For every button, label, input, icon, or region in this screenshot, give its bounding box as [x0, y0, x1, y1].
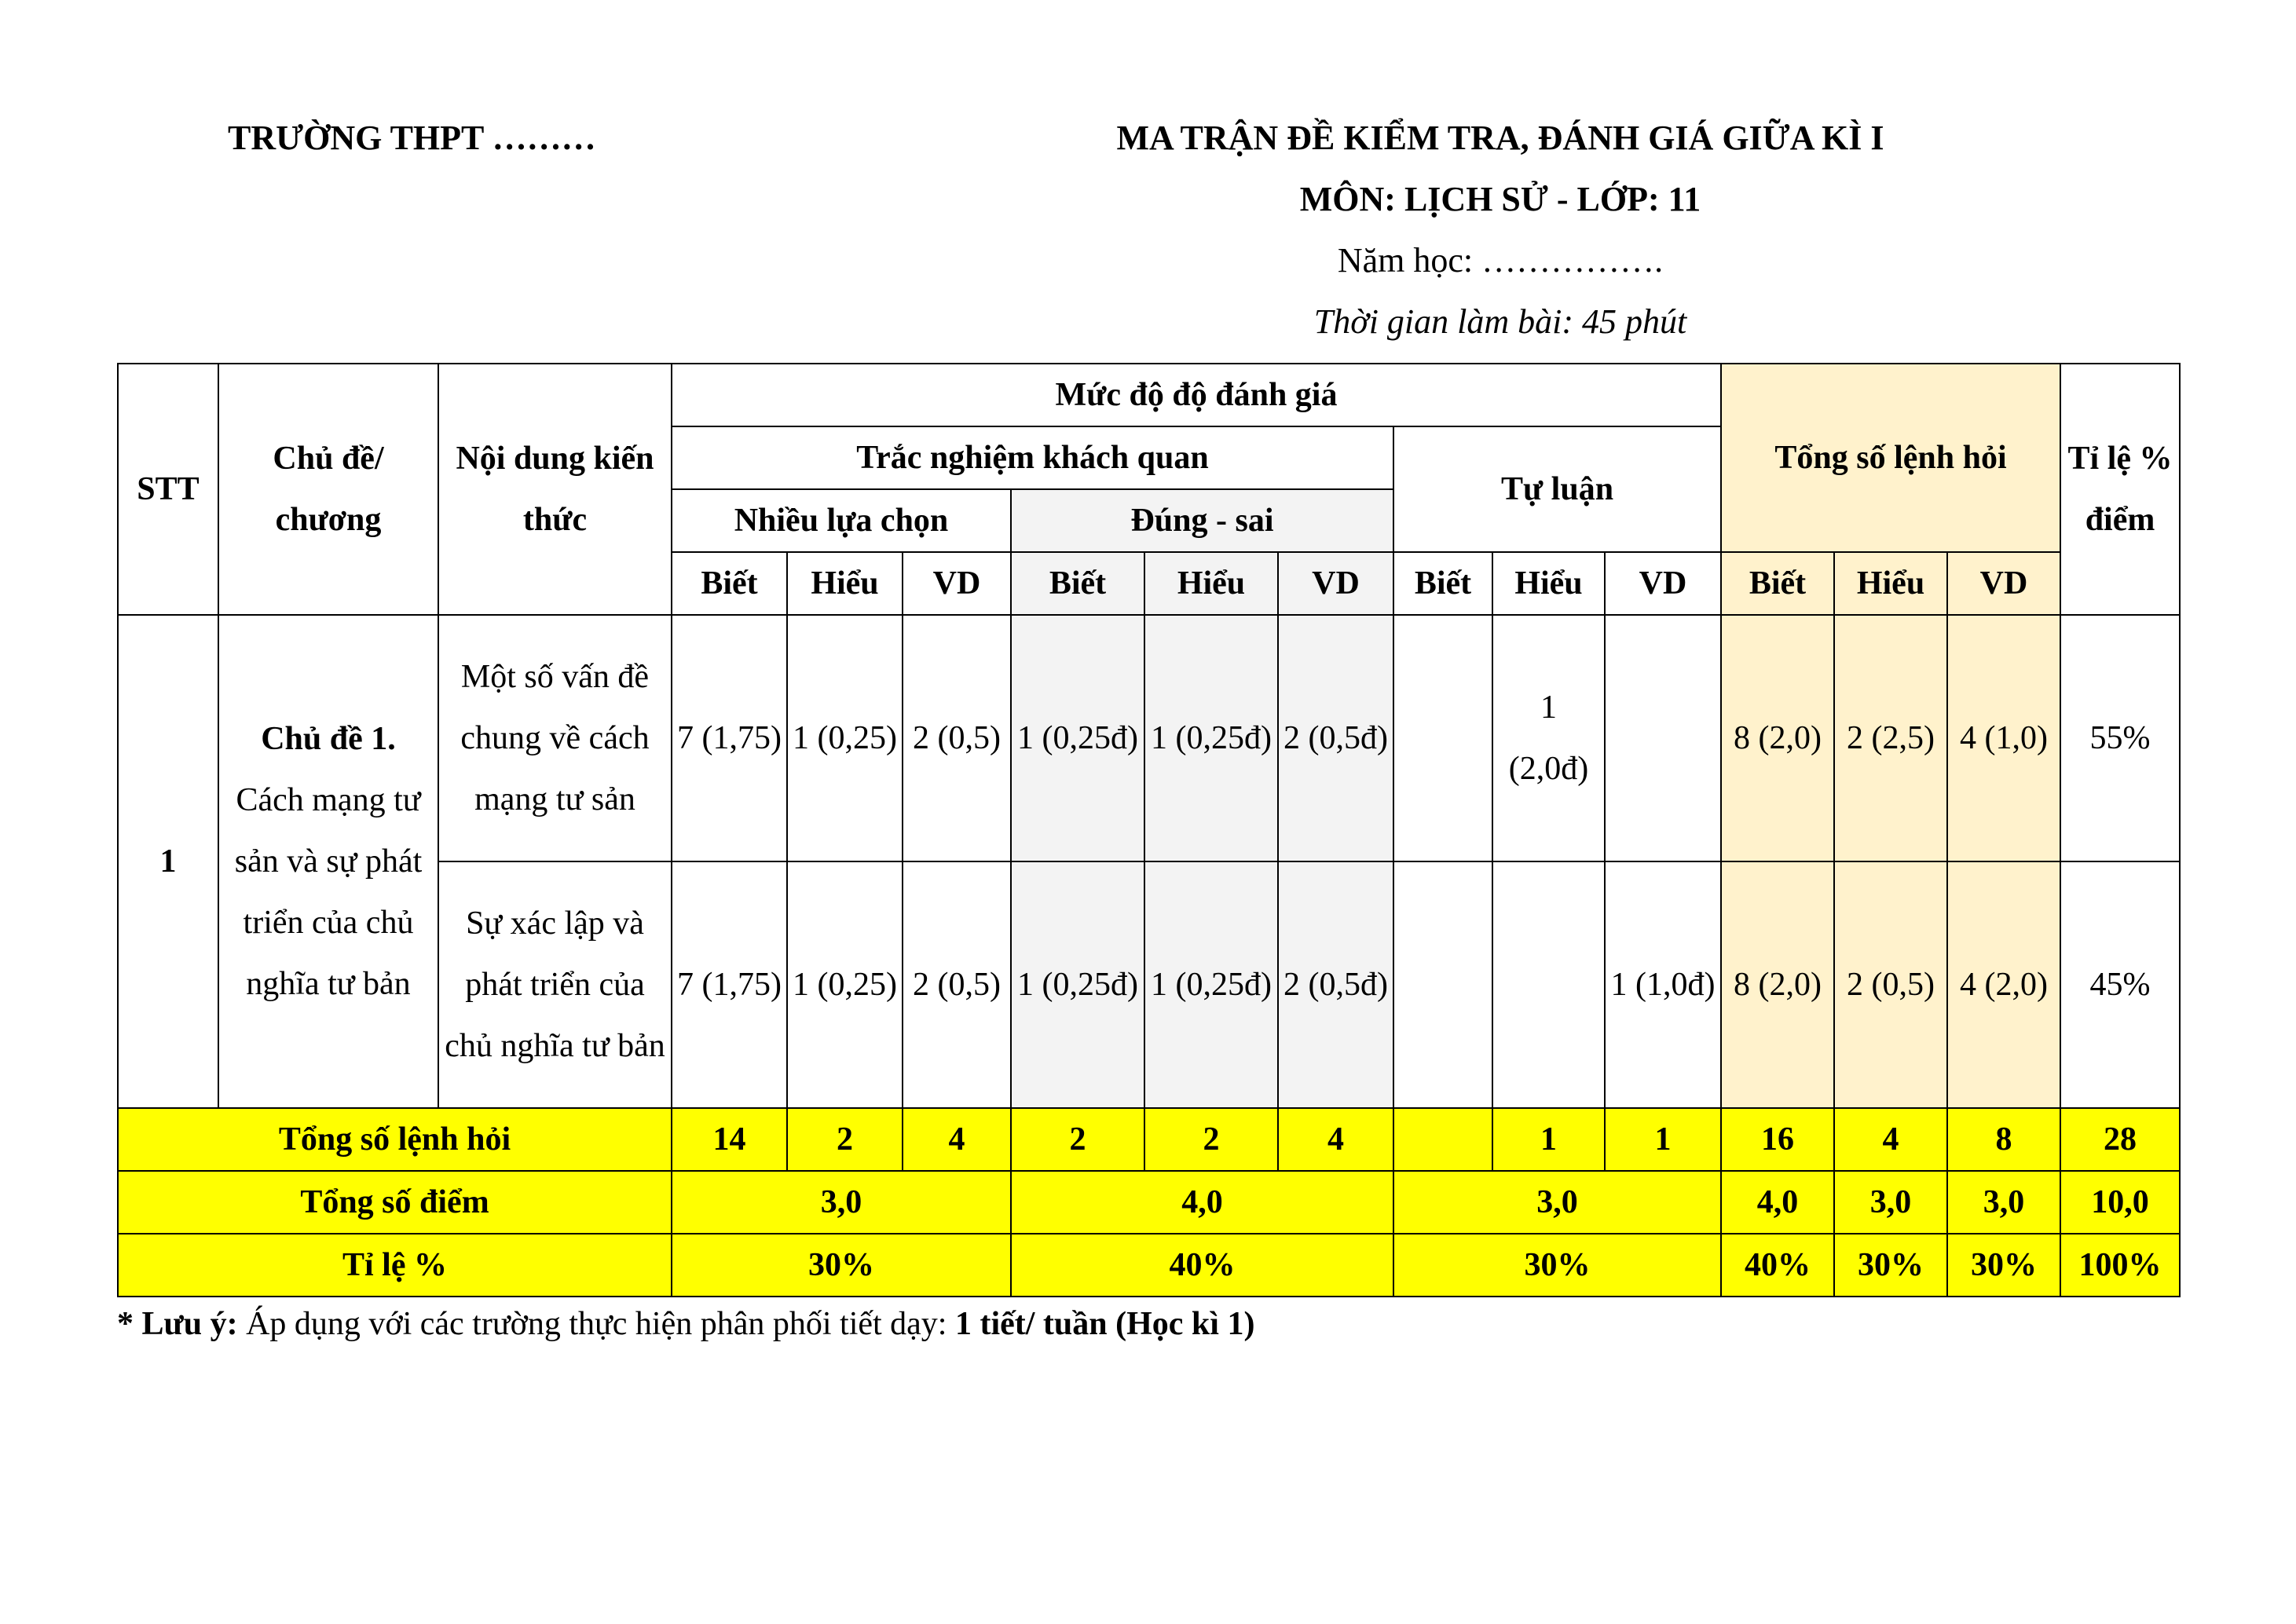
data-cell: 1 (0,25)	[787, 615, 903, 861]
points-true-false: 4,0	[1011, 1171, 1393, 1234]
total-cell: 1	[1492, 1108, 1605, 1171]
data-cell: 1 (0,25đ)	[1144, 861, 1278, 1108]
content-cell: Một số vấn đề chung về cách mạng tư sản	[438, 615, 672, 861]
header-row-1	[118, 364, 2180, 426]
footnote-emphasis: 1 tiết/ tuần (Học kì 1)	[954, 1306, 1255, 1342]
content-cell: Sự xác lập và phát triển của chủ nghĩa tư bản	[438, 861, 672, 1108]
topic-title: Chủ đề 1.	[261, 721, 396, 757]
data-cell: 2 (2,5)	[1834, 615, 1947, 861]
data-cell: 1 (0,25đ)	[1144, 615, 1278, 861]
school-name: TRƯỜNG THPT ………	[228, 119, 596, 157]
header-essay-know: Biết	[1393, 552, 1492, 615]
data-cell	[1393, 861, 1492, 1108]
header-total-questions: Tổng số lệnh hỏi	[1721, 364, 2060, 552]
total-cell: 2	[787, 1108, 903, 1171]
total-cell	[1393, 1108, 1492, 1171]
header-essay-apply: VD	[1605, 552, 1721, 615]
header-topic: Chủ đề/ chương	[218, 364, 438, 615]
header-essay-understand: Hiểu	[1492, 552, 1605, 615]
total-ratio-cell: 28	[2060, 1108, 2180, 1171]
header-tf-understand: Hiểu	[1144, 552, 1278, 615]
data-cell: 1 (2,0đ)	[1492, 615, 1605, 861]
total-cell: 16	[1721, 1108, 1834, 1171]
data-cell: 1 (0,25đ)	[1011, 615, 1144, 861]
data-cell: 2 (0,5)	[903, 861, 1011, 1108]
total-cell: 2	[1144, 1108, 1278, 1171]
points-know: 4,0	[1721, 1171, 1834, 1234]
header-assessment-level: Mức độ độ đánh giá	[672, 364, 1721, 426]
percent-understand: 30%	[1834, 1234, 1947, 1297]
assessment-matrix-table	[117, 363, 2181, 1297]
header-objective-test: Trắc nghiệm khách quan	[672, 426, 1393, 489]
total-cell: 4	[903, 1108, 1011, 1171]
document-title: MA TRẬN ĐỀ KIỂM TRA, ĐÁNH GIÁ GIỮA KÌ I	[1116, 119, 1884, 157]
header-tf-know: Biết	[1011, 552, 1144, 615]
points-total: 10,0	[2060, 1171, 2180, 1234]
data-cell: 7 (1,75)	[672, 861, 787, 1108]
data-cell: 4 (1,0)	[1947, 615, 2060, 861]
header-content: Nội dung kiến thức	[438, 364, 672, 615]
header-score-ratio: Tỉ lệ % điểm	[2060, 364, 2180, 615]
header-mc-apply: VD	[903, 552, 1011, 615]
data-cell: 2 (0,5)	[1834, 861, 1947, 1108]
exam-duration: Thời gian làm bài: 45 phút	[1313, 302, 1687, 341]
percent-row	[118, 1234, 2180, 1297]
data-cell	[1393, 615, 1492, 861]
data-cell: 1 (0,25đ)	[1011, 861, 1144, 1108]
header-tf-apply: VD	[1278, 552, 1393, 615]
ratio-cell: 55%	[2060, 615, 2180, 861]
data-cell: 2 (0,5đ)	[1278, 861, 1393, 1108]
header-stt: STT	[118, 364, 218, 615]
percent-know: 40%	[1721, 1234, 1834, 1297]
header-total-know: Biết	[1721, 552, 1834, 615]
footnote-text: Áp dụng với các trường thực hiện phân phối tiết dạy:	[237, 1306, 955, 1342]
data-cell: 2 (0,5)	[903, 615, 1011, 861]
percent-essay: 30%	[1393, 1234, 1721, 1297]
total-cell: 1	[1605, 1108, 1721, 1171]
points-multiple-choice: 3,0	[672, 1171, 1011, 1234]
header-total-apply: VD	[1947, 552, 2060, 615]
header-multiple-choice: Nhiều lựa chọn	[672, 489, 1011, 552]
total-points-label: Tổng số điểm	[118, 1171, 672, 1234]
data-cell: 1 (1,0đ)	[1605, 861, 1721, 1108]
total-cell: 14	[672, 1108, 787, 1171]
data-cell: 7 (1,75)	[672, 615, 787, 861]
total-questions-row	[118, 1108, 2180, 1171]
total-cell: 2	[1011, 1108, 1144, 1171]
percent-label: Tỉ lệ %	[118, 1234, 672, 1297]
group-topic	[218, 615, 438, 1108]
subject-line: MÔN: LỊCH SỬ - LỚP: 11	[1299, 180, 1701, 218]
data-cell	[1492, 861, 1605, 1108]
ratio-cell: 45%	[2060, 861, 2180, 1108]
points-understand: 3,0	[1834, 1171, 1947, 1234]
total-cell: 4	[1834, 1108, 1947, 1171]
points-essay: 3,0	[1393, 1171, 1721, 1234]
footnote	[117, 1304, 1254, 1344]
data-cell: 1 (0,25)	[787, 861, 903, 1108]
header-total-understand: Hiểu	[1834, 552, 1947, 615]
school-year: Năm học: …………….	[1337, 241, 1664, 280]
percent-total: 100%	[2060, 1234, 2180, 1297]
header-mc-know: Biết	[672, 552, 787, 615]
header-true-false: Đúng - sai	[1011, 489, 1393, 552]
total-cell: 4	[1278, 1108, 1393, 1171]
header-mc-understand: Hiểu	[787, 552, 903, 615]
percent-true-false: 40%	[1011, 1234, 1393, 1297]
data-cell: 2 (0,5đ)	[1278, 615, 1393, 861]
percent-apply: 30%	[1947, 1234, 2060, 1297]
total-questions-label: Tổng số lệnh hỏi	[118, 1108, 672, 1171]
total-points-row	[118, 1171, 2180, 1234]
total-cell: 8	[1947, 1108, 2060, 1171]
points-apply: 3,0	[1947, 1171, 2060, 1234]
percent-multiple-choice: 30%	[672, 1234, 1011, 1297]
header-essay: Tự luận	[1393, 426, 1721, 552]
data-cell: 4 (2,0)	[1947, 861, 2060, 1108]
data-cell: 8 (2,0)	[1721, 615, 1834, 861]
group-stt: 1	[118, 615, 218, 1108]
footnote-prefix: * Lưu ý:	[117, 1306, 238, 1342]
data-cell: 8 (2,0)	[1721, 861, 1834, 1108]
topic-description: Cách mạng tư sản và sự phát triển của chủ nghĩa tư bản	[234, 782, 423, 1002]
table-row	[118, 615, 2180, 861]
data-cell	[1605, 615, 1721, 861]
